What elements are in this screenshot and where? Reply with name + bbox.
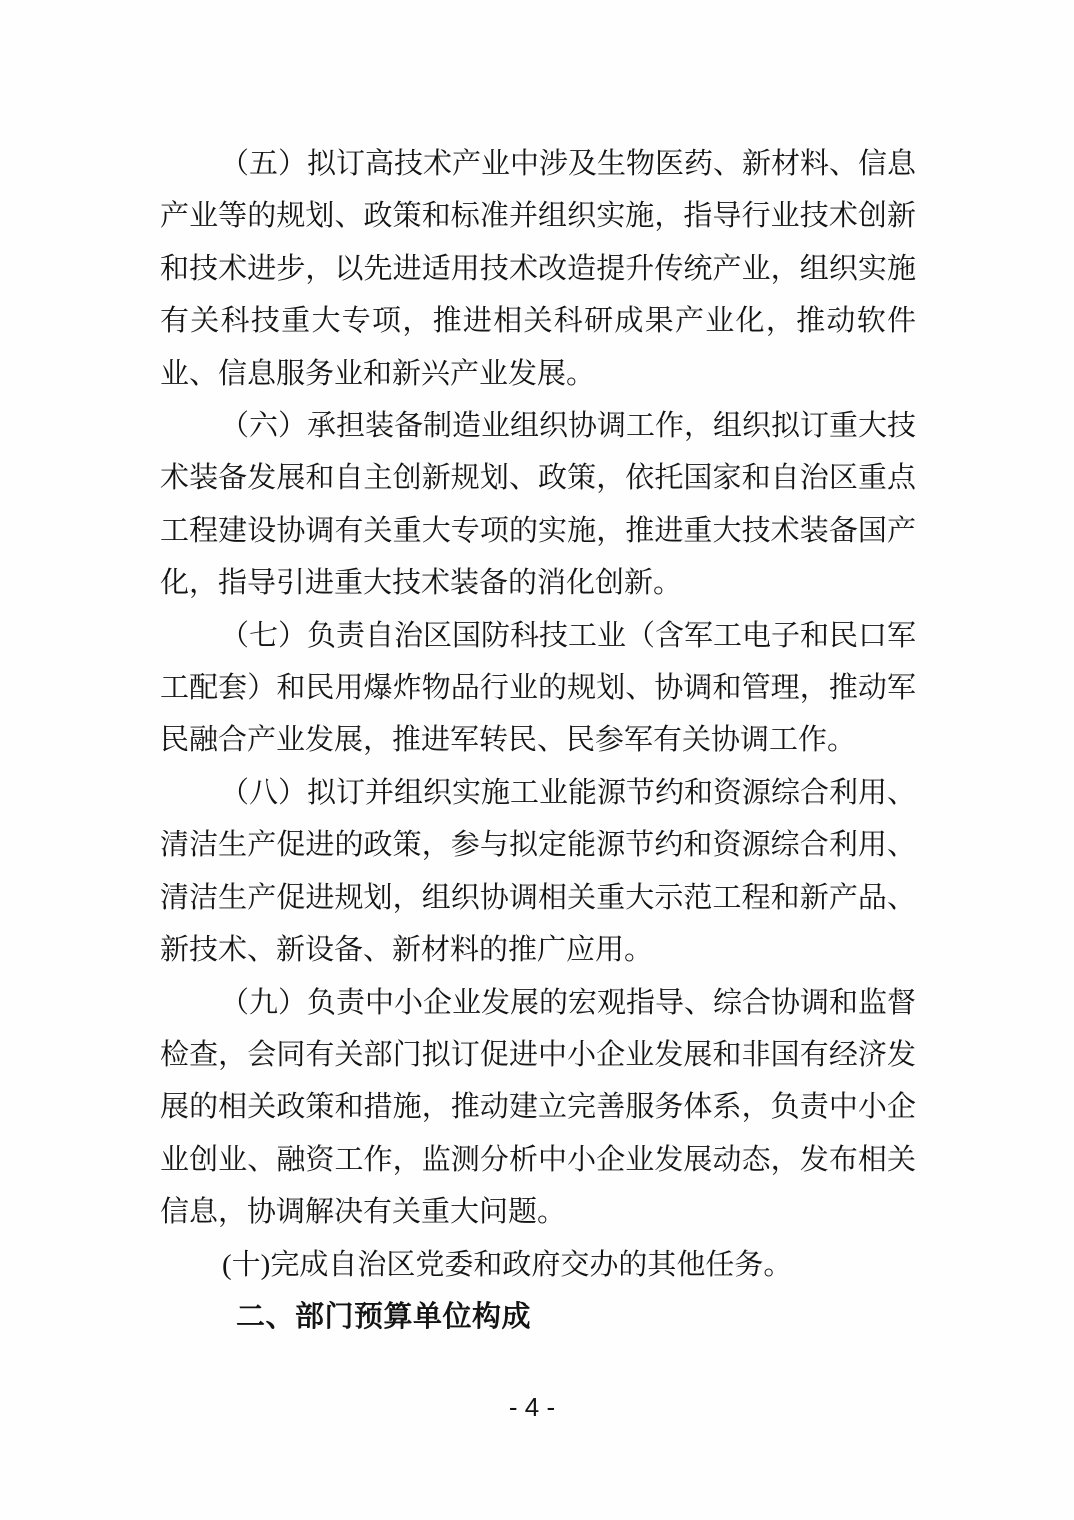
paragraph-duty-5: （五）拟订高技术产业中涉及生物医药、新材料、信息产业等的规划、政策和标准并组织实施，指导行业技术创新和技术进步，以先进适用技术改造提升传统产业，组织实施有关科技重大专项，推进相关科研成果产业化，推动软件业、信息服务业和新兴产业发展。 [160,148,917,390]
paragraph-duty-8: （八）拟订并组织实施工业能源节约和资源综合利用、清洁生产促进的政策，参与拟定能源节约和资源综合利用、清洁生产促进规划，组织协调相关重大示范工程和新产品、新技术、新设备、新材料的推广应用。 [160,776,917,967]
page-number: - 4 - [508,1392,556,1422]
paragraph-duty-6: （六）承担装备制造业组织协调工作，组织拟订重大技术装备发展和自主创新规划、政策，依托国家和自治区重点工程建设协调有关重大专项的实施，推进重大技术装备国产化，指导引进重大技术装备的消化创新。 [160,410,917,600]
paragraph-duty-7: （七）负责自治区国防科技工业（含军工电子和民口军工配套）和民用爆炸物品行业的规划、协调和管理，推动军民融合产业发展，推进军转民、民参军有关协调工作。 [160,619,917,757]
paragraph-duty-9: （九）负责中小企业发展的宏观指导、综合协调和监督检查，会同有关部门拟订促进中小企业发展和非国有经济发展的相关政策和措施，推动建立完善服务体系，负责中小企业创业、融资工作，监测分析中小企业发展动态，发布相关信息，协调解决有关重大问题。 [160,986,917,1229]
page-footer [0,1392,1064,1423]
section-heading-budget-unit-composition: 二、部门预算单位构成 [236,1300,532,1333]
document-body [160,138,916,1343]
paragraph-duty-10: (十)完成自治区党委和政府交办的其他任务。 [222,1248,793,1281]
